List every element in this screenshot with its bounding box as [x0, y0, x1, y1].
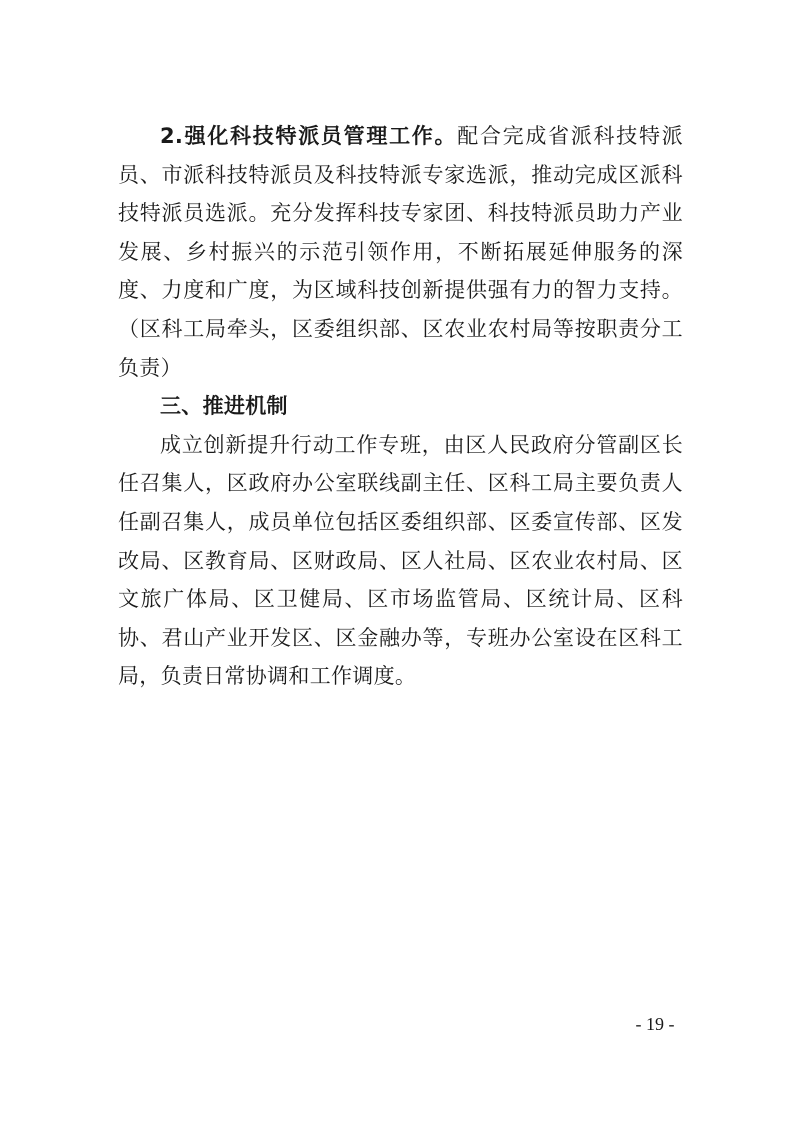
section-3-heading: 三、推进机制	[160, 394, 288, 419]
document-body	[118, 117, 683, 696]
page-number: - 19 -	[635, 1014, 675, 1034]
section-3-paragraph: 成立创新提升行动工作专班，由区人民政府分管副区长任召集人，区政府办公室联线副主任、区科工局主要负责人任副召集人，成员单位包括区委组织部、区委宣传部、区发改局、区教育局、区财政局、区人社局、区农业农村局、区文旅广体局、区卫健局、区市场监管局、区统计局、区科协、君山产业开发区、区金融办等，专班办公室设在区科工局，负责日常协调和工作调度。	[118, 432, 683, 689]
section-2-body: 配合完成省派科技特派员、市派科技特派员及科技特派专家选派，推动完成区派科技特派员选派。充分发挥科技专家团、科技特派员助力产业发展、乡村振兴的示范引领作用，不断拓展延伸服务的深度、力度和广度，为区域科技创新提供强有力的智力支持。（区科工局牵头，区委组织部、区农业农村局等按职责分工负责）	[118, 124, 683, 380]
section-2-lead: 2.强化科技特派员管理工作。	[160, 124, 458, 148]
section-2-paragraph	[118, 117, 683, 387]
